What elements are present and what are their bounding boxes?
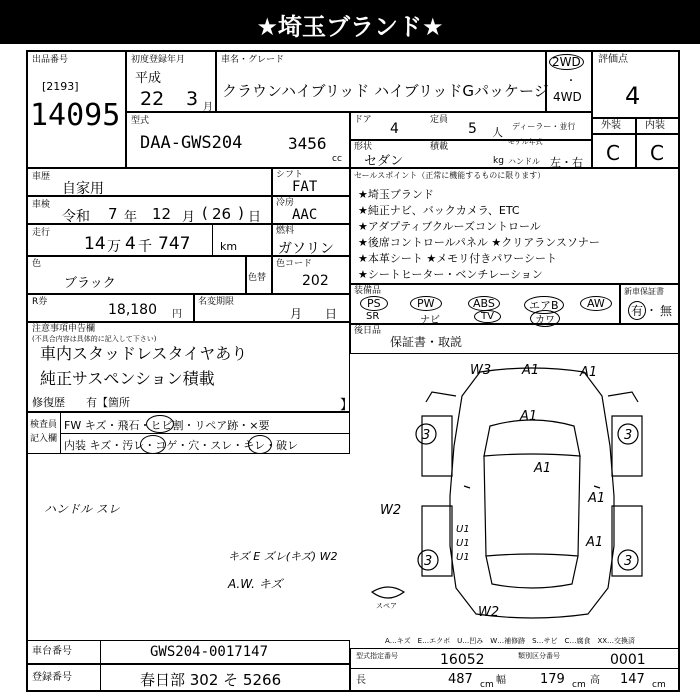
notes-label: 注意事項申告欄	[32, 324, 96, 334]
damage-mark: 3	[624, 554, 633, 569]
chassis-label: 車台番号	[32, 646, 72, 657]
damage-mark: A1	[534, 461, 552, 476]
circle-mark	[140, 435, 166, 454]
expiry-month-unit: 月	[290, 307, 303, 321]
recycle-label: R券	[32, 297, 48, 307]
sales-item: ★シートヒーター・ベンチレーション	[358, 268, 543, 281]
inspection-day-unit: 日	[248, 210, 262, 225]
car-diagram	[352, 356, 678, 632]
equip-leather: カワ	[530, 310, 560, 327]
notes-sub: (不具合内容は具体的に記入して下さい)	[32, 335, 157, 343]
vehicle-label: 車歴	[32, 172, 51, 182]
mileage-sen-unit: 千	[138, 239, 152, 255]
registration-month: 3	[186, 88, 199, 110]
dealer-label: ディーラー・並行	[512, 122, 576, 131]
history-label: 修復歴	[32, 396, 65, 409]
inspector-row-1: FW キズ・飛石・ヒビ割・リペア跡・×要	[64, 419, 270, 432]
lot-number: 14095	[30, 98, 121, 133]
registration-label: 初度登録年月	[131, 55, 186, 65]
mileage-rest: 747	[158, 234, 191, 254]
registration-year: 22	[140, 88, 165, 110]
inspection-year: 7	[108, 205, 118, 223]
length-value: 487	[448, 672, 473, 687]
capacity-unit: 人	[492, 126, 503, 139]
handwritten-note: A.W. キズ	[228, 577, 283, 591]
width-unit: cm	[572, 680, 586, 690]
type-value: DAA-GWS204	[140, 133, 243, 153]
model-year-label: モデル年式	[508, 138, 543, 146]
damage-mark: U1	[456, 524, 470, 535]
inspection-label: 車検	[32, 200, 51, 210]
accessories-label: 後日品	[354, 326, 382, 336]
recycle-value: 18,180	[108, 302, 157, 318]
diagram-legend: A…キズ E…エクボ U…凹み W…補修跡 S…サビ C…腐食 XX…交換済	[385, 637, 636, 645]
ac-value: AAC	[292, 207, 318, 223]
inspector-label-1: 検査員	[30, 420, 58, 430]
equip-aw: AW	[580, 296, 612, 311]
shift-label: シフト	[276, 170, 304, 180]
equip-pw: PW	[410, 296, 442, 311]
damage-mark: A1	[520, 409, 538, 424]
cc-unit: cc	[332, 154, 342, 164]
score-value: 4	[625, 82, 641, 110]
shift-value: FAT	[292, 179, 318, 195]
damage-mark: U1	[456, 552, 470, 563]
inspector-row-2: 内装 キズ・汚レ・コゲ・穴・スレ・キレ・破レ	[64, 439, 299, 452]
vehicle-value: 自家用	[62, 181, 104, 197]
cc-value: 3456	[288, 134, 327, 153]
model-number-value: 16052	[440, 652, 485, 668]
damage-mark: A1	[522, 363, 540, 378]
notes-line-1: 車内スタッドレスタイヤあり	[40, 344, 248, 363]
color-code-label: 色コード	[276, 259, 313, 269]
height-label: 高	[590, 675, 600, 686]
circle-mark	[248, 435, 272, 454]
capacity-value: 5	[468, 121, 477, 137]
score-label: 評価点	[598, 54, 628, 65]
mileage-man: 14	[84, 234, 106, 254]
color-value: ブラック	[64, 276, 116, 291]
load-unit: kg	[493, 156, 504, 166]
model-label: 車名・グレード	[221, 55, 285, 65]
shape-value: セダン	[364, 154, 404, 169]
inspection-month: 12	[152, 205, 172, 223]
lot-sub: [2193]	[42, 80, 79, 93]
manual-yes: 有	[628, 301, 646, 320]
circle-mark	[146, 415, 174, 433]
damage-mark: 3	[424, 554, 433, 569]
color-label: 色	[32, 259, 42, 269]
ac-label: 冷房	[276, 198, 295, 208]
damage-mark: 3	[624, 428, 633, 443]
interior-label: 内装	[645, 120, 665, 131]
fuel-value: ガソリン	[278, 241, 334, 257]
doors-value: 4	[390, 121, 399, 137]
handle-label: ハンドル	[508, 157, 540, 166]
sales-item: ★埼玉ブランド	[358, 188, 434, 201]
handwritten-note: ハンドル スレ	[44, 502, 120, 516]
expiry-day-unit: 日	[325, 307, 338, 321]
inspection-month-unit: 月	[182, 210, 196, 225]
exterior-label: 外装	[601, 120, 621, 131]
model-name: クラウンハイブリッド ハイブリッドGパッケージ	[222, 82, 549, 100]
interior-grade: C	[650, 141, 664, 165]
registration-month-unit: 月	[203, 102, 213, 113]
inspection-day: 26	[212, 205, 232, 223]
recycle-unit: 円	[172, 309, 182, 320]
damage-mark: A1	[588, 491, 606, 506]
drive-4wd: 4WD	[553, 90, 582, 104]
manual-dot: ・	[646, 304, 657, 317]
header-title: ★埼玉ブランド★	[256, 13, 444, 41]
equip-tv: TV	[474, 310, 501, 323]
length-unit: cm	[480, 680, 494, 690]
lot-label: 出品番号	[32, 55, 69, 65]
registration-era: 平成	[135, 71, 162, 86]
damage-mark: W2	[478, 605, 500, 620]
equip-sr: SR	[366, 311, 380, 322]
mileage-unit: km	[220, 240, 238, 253]
load-label: 積載	[430, 142, 449, 152]
manual-label: 新車保証書	[624, 287, 664, 296]
damage-mark: U1	[456, 538, 470, 549]
damage-mark: A1	[586, 535, 604, 550]
color-code-value: 202	[302, 273, 329, 289]
damage-mark: W2	[380, 503, 402, 518]
damage-mark: A1	[580, 365, 598, 380]
history-close: 】	[340, 398, 354, 413]
color-box	[26, 256, 246, 294]
width-value: 179	[540, 672, 565, 687]
history-value: 有【箇所	[86, 396, 130, 409]
equip-ps: PS	[360, 296, 388, 311]
class-number-label: 類別区分番号	[518, 652, 560, 660]
model-number-label: 型式指定番号	[356, 652, 398, 660]
inspection-day-paren-close: )	[238, 204, 244, 222]
inspector-label-2: 記入欄	[30, 434, 58, 444]
chassis-value: GWS204-0017147	[150, 644, 269, 660]
notes-line-2: 純正サスペンション積載	[40, 369, 215, 388]
color-change-label: 色替	[248, 273, 267, 283]
mileage-sen: 4	[125, 234, 136, 254]
exterior-grade: C	[606, 141, 620, 165]
width-label: 幅	[496, 675, 506, 686]
drive-dot: ・	[566, 76, 576, 87]
type-label: 型式	[131, 116, 150, 126]
manual-no: 無	[660, 304, 673, 318]
capacity-label: 定員	[430, 115, 449, 125]
shape-label: 形状	[354, 142, 373, 152]
doors-label: ドア	[354, 115, 372, 125]
sales-item: ★後席コントロールパネル ★クリアランスソナー	[358, 236, 600, 249]
inspection-year-unit: 年	[124, 210, 138, 225]
sales-item: ★アダプティブクルーズコントロール	[358, 220, 541, 233]
inspection-day-paren-open: (	[202, 204, 208, 222]
spare-label: スペア	[376, 602, 397, 610]
height-unit: cm	[652, 680, 666, 690]
drive-2wd: 2WD	[549, 54, 584, 70]
height-value: 147	[620, 672, 645, 687]
mileage-label: 走行	[32, 228, 51, 238]
handwritten-note: キズ E ズレ(キズ) W2	[228, 550, 338, 563]
fuel-label: 燃料	[276, 226, 295, 236]
damage-mark: 3	[422, 428, 431, 443]
equip-abs: ABS	[468, 296, 500, 311]
equipment-label: 装備品	[354, 286, 382, 296]
equip-navi: ナビ	[420, 315, 440, 326]
sales-item: ★純正ナビ、バックカメラ、ETC	[358, 204, 520, 217]
accessories-value: 保証書・取説	[390, 335, 463, 349]
class-number-value: 0001	[610, 652, 646, 668]
inspection-era: 令和	[62, 209, 90, 225]
equip-airbag: エアB	[524, 296, 564, 314]
length-label: 長	[356, 675, 366, 686]
sales-label: セールスポイント（正常に機能するものに限ります）	[354, 171, 546, 180]
plate-value: 春日部 302 そ 5266	[140, 671, 282, 689]
plate-label: 登録番号	[32, 672, 72, 683]
sales-item: ★本革シート ★メモリ付きパワーシート	[358, 252, 557, 265]
handle-value: 左・右	[550, 156, 583, 169]
damage-mark: W3	[470, 363, 492, 378]
mileage-man-unit: 万	[107, 239, 121, 255]
expiry-label: 名変期限	[198, 297, 235, 307]
